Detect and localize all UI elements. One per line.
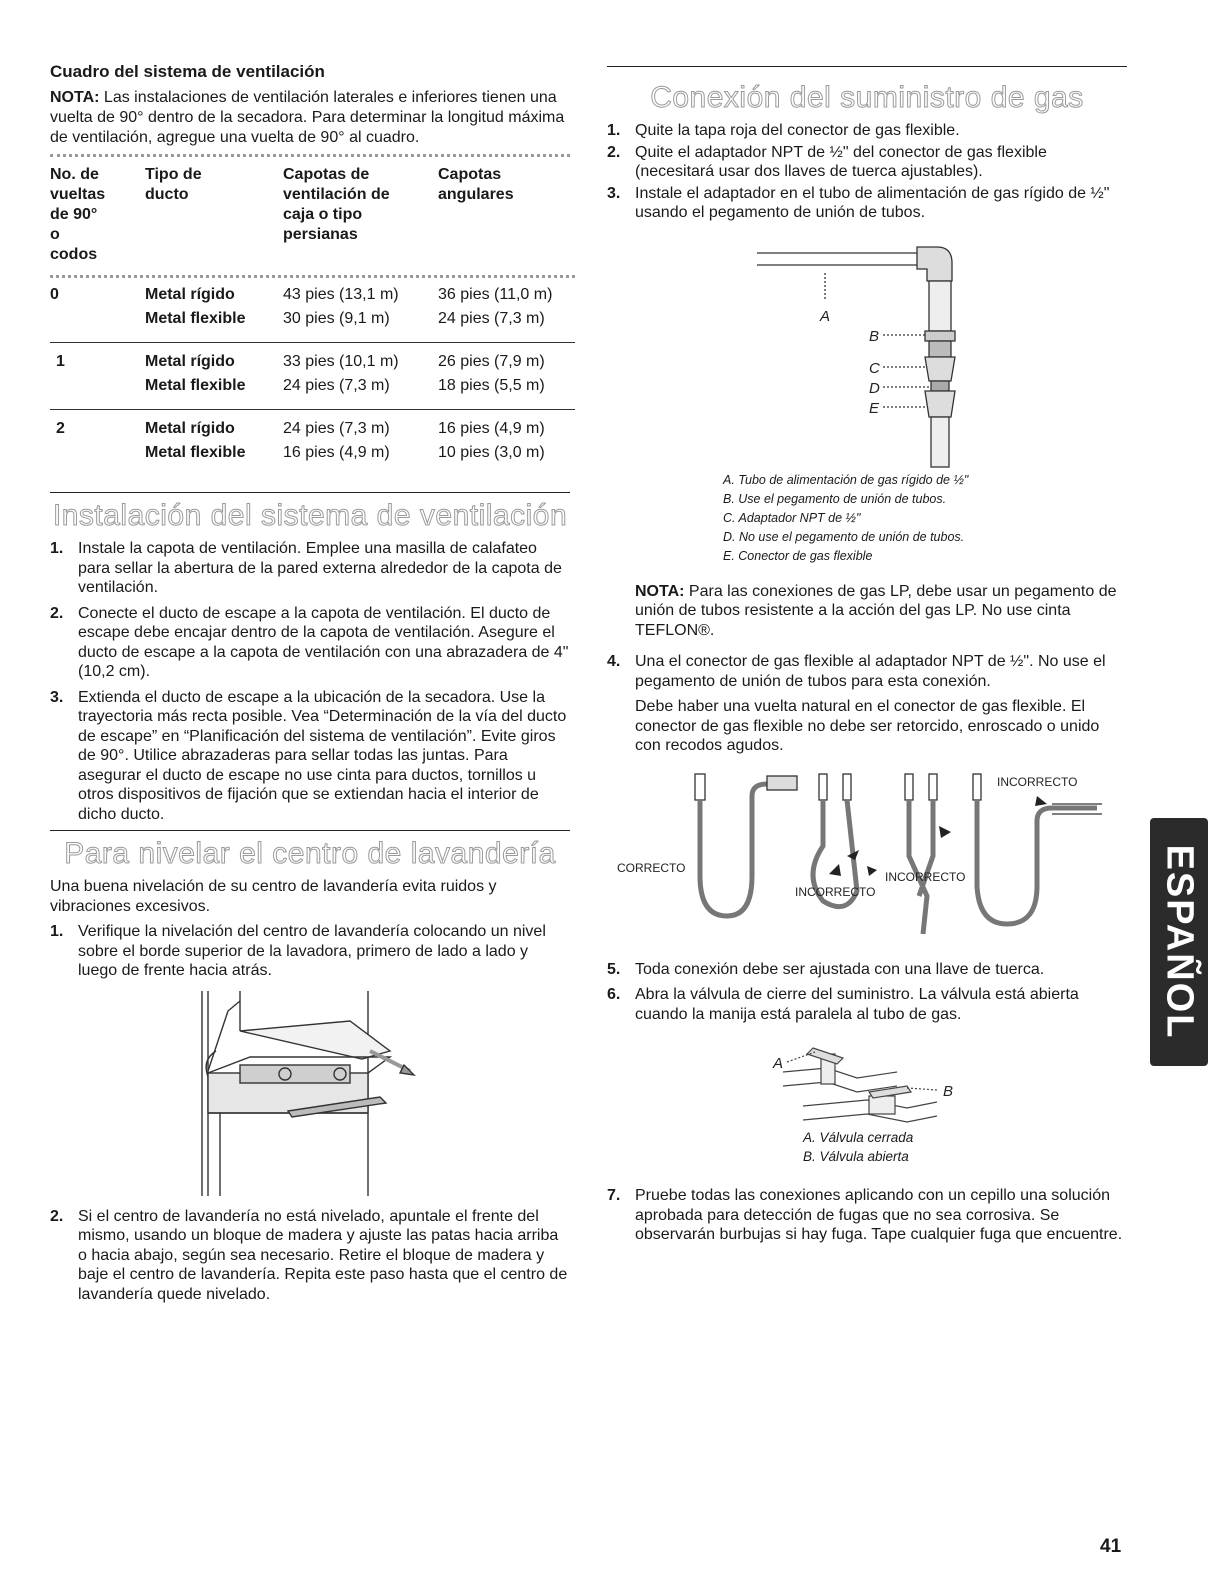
note-label: NOTA: <box>635 582 685 600</box>
list-item: 7. Pruebe todas las conexiones aplicando con un cepillo una solución aprobada para detección de fugas que no sea corrosiva. Se observarán burbujas si hay fuga. Tape cualquier fuga que encuentre. <box>607 1187 1123 1243</box>
header-angled-hood: Capotas angulares <box>438 166 514 203</box>
label-b: B <box>869 327 880 345</box>
label-c: C <box>869 359 880 377</box>
list-item: 2. Quite el adaptador NPT de ½" del conector de gas flexible (necesitará usar dos llaves de tuerca ajustables). <box>607 143 1047 180</box>
label-incorrect: INCORRECTO <box>997 774 1078 789</box>
flex-connector-figure <box>607 766 1127 956</box>
vent-chart-title: Cuadro del sistema de ventilación <box>50 62 325 81</box>
list-item: 2. Si el centro de lavandería no está nivelado, apuntale el frente del mismo, usando un bloque de madera y ajuste las patas hacia arriba o hacia abajo, según sea necesario. Retire el bloque de madera y baje el centro de lavandería. Repita este paso hasta que el centro de lavandería quede nivelado. <box>50 1207 568 1303</box>
step4-extra: Debe haber una vuelta natural en el conector de gas flexible. El conector de gas flexible no debe ser retorcido, enroscado o unido con recodos agudos. <box>635 698 1100 754</box>
table-row: Metal flexible 16 pies (4,9 m) 10 pies (3,0 m) <box>145 444 545 461</box>
left-column <box>50 62 570 1310</box>
flex-connector-drawing <box>607 766 1127 956</box>
page-number: 41 <box>1100 1536 1122 1557</box>
language-tab-label: ESPAÑOL <box>1158 844 1201 1040</box>
section-rule <box>50 830 570 831</box>
caption: A. Válvula cerrada <box>803 1130 914 1145</box>
header-turns: No. de vueltas de 90° o codos <box>50 166 106 263</box>
label-d: D <box>869 379 880 397</box>
gas-note <box>635 582 1127 641</box>
label-e: E <box>869 399 880 417</box>
vent-table <box>50 165 575 462</box>
leveling-title: Para nivelar el centro de lavandería <box>64 837 556 870</box>
list-item: 1. Instale la capota de ventilación. Emplee una masilla de calafateo para sellar la abertura de la pared externa alrededor de la capota de ventilación. <box>50 540 562 596</box>
list-item: 3. Instale el adaptador en el tubo de alimentación de gas rígido de ½" usando el pegamento de unión de tubos. <box>607 184 1110 221</box>
gas-pipe-captions <box>607 471 1127 566</box>
header-duct: Tipo de ducto <box>145 166 202 203</box>
gas-steps-a <box>607 121 1127 223</box>
label-correct: CORRECTO <box>617 860 686 875</box>
table-row: Metal flexible 30 pies (9,1 m) 24 pies (7,3 m) <box>145 310 545 327</box>
vent-install-title: Instalación del sistema de ventilación <box>52 499 568 532</box>
section-rule <box>50 492 570 493</box>
table-row: 0 Metal rígido 43 pies (13,1 m) 36 pies (11,0 m) <box>50 286 553 303</box>
table-row: 2 Metal rígido 24 pies (7,3 m) 16 pies (4,9 m) <box>56 420 545 437</box>
leveling-steps-a <box>50 922 570 981</box>
gas-steps-b <box>607 960 1127 1025</box>
language-tab <box>1150 818 1208 1066</box>
valve-drawing <box>607 1032 1127 1128</box>
gas-step-7 <box>607 1186 1127 1245</box>
label-incorrect: INCORRECTO <box>795 884 876 899</box>
right-column <box>607 62 1127 1251</box>
list-item: 5. Toda conexión debe ser ajustada con una llave de tuerca. <box>607 960 1045 978</box>
section-rule <box>607 66 1127 67</box>
vent-install-steps <box>50 539 570 824</box>
caption: C. Adaptador NPT de ½" <box>723 510 861 525</box>
valve-figure <box>607 1032 1127 1128</box>
leveling-intro: Una buena nivelación de su centro de lavandería evita ruidos y vibraciones excesivos. <box>50 878 497 915</box>
list-item: 2. Conecte el ducto de escape a la capota de ventilación. El ducto de escape debe encajar dentro de la capota de ventilación. Asegure el ducto de escape a la capota de ventilación con una abrazadera de 4" (10,2 cm). <box>50 604 569 680</box>
gas-step-4 <box>607 652 1127 691</box>
leveling-steps-b <box>50 1207 570 1305</box>
dotted-divider <box>50 154 570 157</box>
note-text: Las instalaciones de ventilación laterales e inferiores tienen una vuelta de 90° dentro de la secadora. Para determinar la longitud máxima de ventilación, agregue una vuelta de 90° al cuadro. <box>50 89 565 146</box>
label-a: A <box>773 1055 784 1072</box>
gas-pipe-figure <box>607 233 1127 473</box>
list-item: 1. Verifique la nivelación del centro de lavandería colocando un nivel sobre el borde superior de la lavadora, primero de lado a lado y luego de frente hacia atrás. <box>50 923 546 979</box>
washer-level-drawing <box>50 991 570 1201</box>
label-incorrect: INCORRECTO <box>885 869 966 884</box>
note-label: NOTA: <box>50 89 100 106</box>
caption: B. Use el pegamento de unión de tubos. <box>723 491 947 506</box>
laundry-center-illustration <box>50 991 570 1201</box>
label-b: B <box>943 1083 954 1100</box>
caption: A. Tubo de alimentación de gas rígido de ½" <box>723 472 969 487</box>
caption: B. Válvula abierta <box>803 1149 909 1164</box>
list-item: 3. Extienda el ducto de escape a la ubicación de la secadora. Use la trayectoria más recta posible. Vea “Determinación de la vía del ducto de escape” en “Planificación del sistema de ventilación”. Evite giros de 90°. Utilice abrazaderas para sellar todas las juntas. Para asegurar el ducto de escape no use cinta para ductos, tornillos u otros dispositivos de fijación que se extiendan hacia el interior de dicho ducto. <box>50 688 567 823</box>
list-item: 1. Quite la tapa roja del conector de gas flexible. <box>607 122 960 139</box>
table-row: Metal flexible 24 pies (7,3 m) 18 pies (5,5 m) <box>145 377 545 394</box>
gas-pipe-drawing <box>607 233 1127 473</box>
list-item: 6. Abra la válvula de cierre del suministro. La válvula está abierta cuando la manija está paralela al tubo de gas. <box>607 986 1079 1023</box>
vent-chart-note <box>50 88 570 148</box>
vent-table-header <box>50 165 575 275</box>
caption: D. No use el pegamento de unión de tubos. <box>723 529 965 544</box>
note-text: Para las conexiones de gas LP, debe usar un pegamento de unión de tubos resistente a la acción del gas LP. No use cinta TEFLON®. <box>635 582 1117 639</box>
label-a: A <box>820 307 831 325</box>
list-item: 4. Una el conector de gas flexible al adaptador NPT de ½". No use el pegamento de unión de tubos para esta conexión. <box>607 653 1106 690</box>
valve-captions <box>607 1128 1127 1166</box>
gas-title: Conexión del suministro de gas <box>650 81 1084 114</box>
header-box-hood: Capotas de ventilación de caja o tipo persianas <box>283 166 390 243</box>
table-row: 1 Metal rígido 33 pies (10,1 m) 26 pies (7,9 m) <box>56 353 545 370</box>
caption: E. Conector de gas flexible <box>723 548 873 563</box>
